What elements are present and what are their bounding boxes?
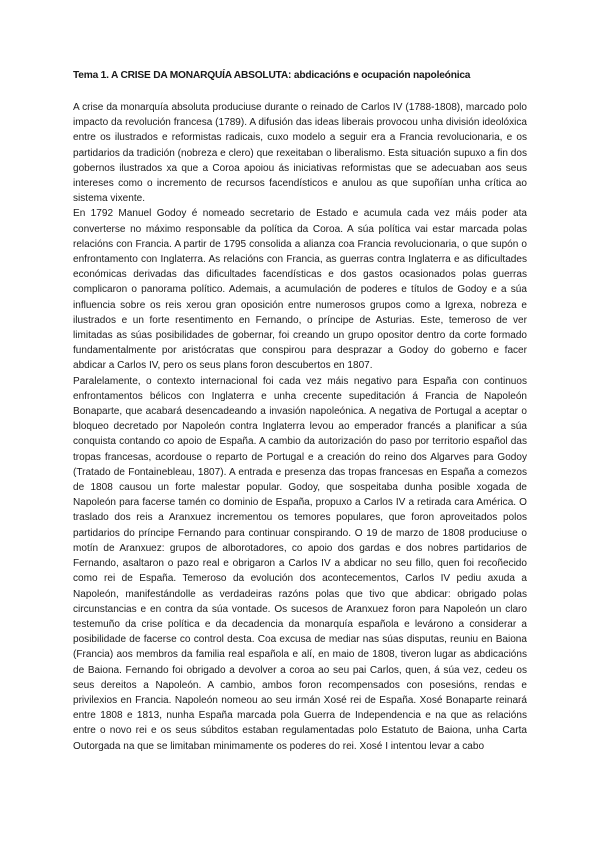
document-title: Tema 1. A CRISE DA MONARQUÍA ABSOLUTA: abdicacións e ocupación napoleónica bbox=[73, 70, 471, 81]
document-body bbox=[73, 100, 527, 754]
paragraph-3: Paralelamente, o contexto internacional foi cada vez máis negativo para España con continuos enfrontamentos bélicos con Inglaterra e unha crecente supeditación á Francia de Napoleón Bonaparte, que acabará desencadeando a invasión napoleónica. A negativa de Portugal a aceptar o bloqueo decretado por Napoleón contra Inglaterra levou ao emperador francés a planificar a súa conquista contando co apoio de España. A cambio da autorización do paso por territorio español das tropas francesas, acordouse o reparto de Portugal e a creación do reino dos Algarves para Godoy (Tratado de Fontainebleau, 1807). A entrada e presenza das tropas francesas en España a comezos de 1808 causou un forte malestar popular. Godoy, que sospeitaba dunha posible xogada de Napoleón para facerse tamén co dominio de España, propuxo a Carlos IV a retirada cara América. O traslado dos reis a Aranxuez incrementou os temores populares, que foron aproveitados polos partidarios do príncipe Fernando para continuar conspirando. O 19 de marzo de 1808 produciuse o motín de Aranxuez: grupos de alborotadores, co apoio dos gardas e dos nobres partidarios de Fernando, asaltaron o pazo real e obrigaron a Carlos IV a abdicar no seu fillo, quen foi recoñecido como rei de España. Temeroso da evolución dos acontecementos, Carlos IV pediu axuda a Napoleón, manifestándolle as verdadeiras razóns polas que tivo que abdicar: obrigado polas circunstancias e en contra da súa vontade. Os sucesos de Aranxuez foron para Napoleón un claro testemuño da crise política e da decadencia da monarquía española e levárono a considerar a posibilidade de facerse co control desta. Coa excusa de mediar nas súas disputas, reuniu en Baiona (Francia) aos membros da familia real española e alí, en maio de 1808, tiveron lugar as abdicacións de Baiona. Fernando foi obrigado a devolver a coroa ao seu pai Carlos, quen, á súa vez, cedeu os seus dereitos a Napoleón. A cambio, ambos foron recompensados con posesións, rendas e privilexios en Francia. Napoleón nomeou ao seu irmán Xosé rei de España. Xosé Bonaparte reinará entre 1808 e 1813, nunha España marcada pola Guerra de Independencia e na que as relacións entre o novo rei e os seus súbditos estaban regulamentadas polo Estatuto de Baiona, unha Carta Outorgada na que se limitaban minimamente os poderes do rei. Xosé I intentou levar a cabo bbox=[73, 375, 527, 752]
paragraph-2: En 1792 Manuel Godoy é nomeado secretario de Estado e acumula cada vez máis poder ata converterse no máximo responsable da política da Coroa. A súa política vai estar marcada polas relacións con Francia. A partir de 1795 consolida a alianza coa Francia revolucionaria, o que supón o enfrontamento con Inglaterra. As relacións con Francia, as guerras contra Inglaterra e as dificultades económicas derivadas das dificultades facendísticas e dos gastos ocasionados polas guerras complicaron o panorama político. Ademais, a acumulación de poderes e títulos de Godoy e a súa influencia sobre os reis xerou gran oposición entre numerosos grupos como a Igrexa, nobreza e ilustrados e un forte resentimento en Fernando, o príncipe de Asturias. Este, temeroso de ver limitadas as súas posibilidades de gobernar, foi creando un grupo opositor dentro da corte formado fundamentalmente por aristócratas que conspirou para desprazar a Godoy do goberno e facer abdicar a Carlos IV, pero os seus plans foron descubertos en 1807. bbox=[73, 208, 527, 372]
paragraph-1: A crise da monarquía absoluta produciuse durante o reinado de Carlos IV (1788-1808), marcado polo impacto da revolución francesa (1789). A difusión das ideas liberais provocou unha división ideolóxica entre os ilustrados e reformistas radicais, cuxo modelo a seguir era a Francia revolucionaria, e os partidarios da tradición (nobreza e clero) que rexeitaban o liberalismo. Esta situación supuxo a fin dos gobernos ilustrados xa que a Coroa apoiou ás iniciativas reformistas que se adecuaban aos seus intereses como o incremento de recursos facendísticos e anulou as que supoñían unha crítica ao sistema vixente. bbox=[73, 102, 527, 205]
